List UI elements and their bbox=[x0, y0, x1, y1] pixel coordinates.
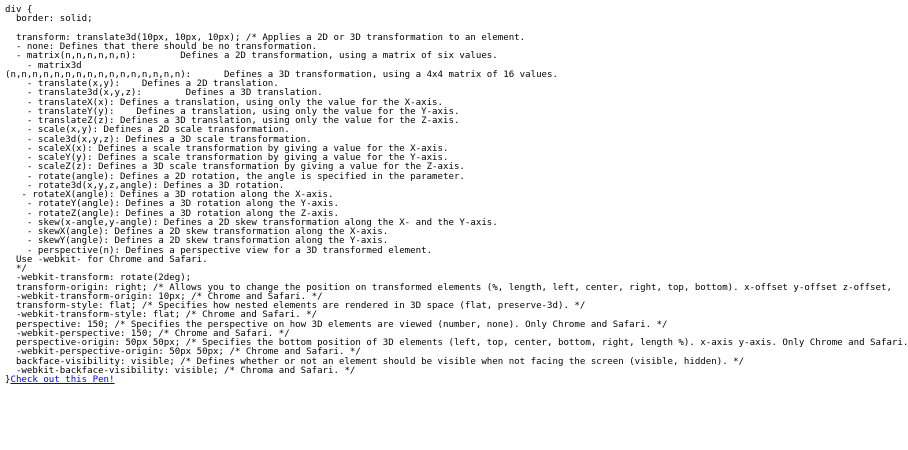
code-line: perspective: 150; /* Specifies the perspective on how 3D elements are viewed (number, none). Only Chrome and Safari. */ bbox=[5, 319, 668, 330]
code-line: - scaleX(x): Defines a scale transformation by giving a value for the X-axis. bbox=[5, 143, 449, 154]
code-line: - translateY(y): Defines a translation, using only the value for the Y-axis. bbox=[5, 106, 460, 117]
code-line: div { bbox=[5, 5, 33, 15]
code-line: -webkit-transform-origin: 10px; /* Chrome and Safari. */ bbox=[5, 291, 323, 302]
code-line: backface-visibility: visible; /* Defines whether or not an element should be visible when not facing the screen (visible, hidden). */ bbox=[5, 356, 745, 367]
code-line: - rotateZ(angle): Defines a 3D rotation along the Z-axis. bbox=[5, 208, 339, 219]
code-line: - translate(x,y): Defines a 2D translation. bbox=[5, 79, 279, 89]
code-line: - matrix(n,n,n,n,n,n): Defines a 2D transformation, using a matrix of six values. bbox=[5, 51, 498, 62]
code-line: - skewX(angle): Defines a 2D skew transformation along the X-axis. bbox=[5, 227, 389, 237]
code-line: - translateX(x): Defines a translation, using only the value for the X-axis. bbox=[5, 97, 443, 108]
code-line: - skew(x-angle,y-angle): Defines a 2D skew transformation along the X- and the Y-axis. bbox=[5, 217, 498, 228]
code-line: - rotateY(angle): Defines a 3D rotation along the Y-axis. bbox=[5, 199, 339, 210]
code-line: - rotate(angle): Defines a 2D rotation, the angle is specified in the parameter. bbox=[5, 171, 465, 182]
code-line: - matrix3d bbox=[5, 60, 82, 71]
code-line: */ bbox=[5, 264, 27, 274]
code-line: - scale(x,y): Defines a 2D scale transformation. bbox=[5, 125, 290, 136]
code-line: perspective-origin: 50px 50px; /* Specifies the bottom position of 3D elements (left, top, center, bottom, right, length %). x-axis y-axis. Only Chrome and Safari. bbox=[5, 338, 908, 348]
code-line: -webkit-perspective: 150; /* Chrome and Safari. */ bbox=[5, 328, 290, 339]
code-line: -webkit-backface-visibility: visible; /* Chroma and Safari. */ bbox=[5, 365, 356, 376]
code-line: (n,n,n,n,n,n,n,n,n,n,n,n,n,n,n,n): Defines a 3D transformation, using a 4x4 matrix of 16 values. bbox=[5, 69, 558, 80]
code-line: - perspective(n): Defines a perspective view for a 3D transformed element. bbox=[5, 245, 433, 256]
code-line: transform: translate3d(10px, 10px, 10px); /* Applies a 2D or 3D transformation to an element. bbox=[5, 32, 526, 43]
code-line: - scaleY(y): Defines a scale transformation by giving a value for the Y-axis. bbox=[5, 153, 449, 163]
code-line: - rotate3d(x,y,z,angle): Defines a 3D rotation. bbox=[5, 180, 285, 191]
code-line: - rotateX(angle): Defines a 3D rotation along the X-axis. bbox=[5, 190, 334, 200]
code-line: - scale3d(x,y,z): Defines a 3D scale transformation. bbox=[5, 134, 312, 145]
code-line: Use -webkit- for Chrome and Safari. bbox=[5, 254, 208, 265]
closing-brace: } bbox=[5, 375, 11, 385]
code-line: border: solid; bbox=[5, 14, 93, 25]
code-line: transform-style: flat; /* Specifies how nested elements are rendered in 3D space (flat, preserve-3d). */ bbox=[5, 301, 586, 311]
code-line: - translate3d(x,y,z): Defines a 3D translation. bbox=[5, 88, 323, 99]
code-line: transform-origin: right; /* Allows you to change the position on transformed elements (%, length, left, center, right, top, bottom). x-offset y-offset z-offset, bbox=[5, 282, 892, 293]
code-line: -webkit-transform-style: flat; /* Chrome and Safari. */ bbox=[5, 310, 318, 321]
check-out-pen-link[interactable]: Check out this Pen! bbox=[10, 375, 115, 385]
code-line: - skewY(angle): Defines a 2D skew transformation along the Y-axis. bbox=[5, 236, 389, 247]
code-line-closing bbox=[5, 376, 800, 385]
code-line: - none: Defines that there should be no transformation. bbox=[5, 42, 318, 52]
code-line: - translateZ(z): Defines a 3D translation, using only the value for the Z-axis. bbox=[5, 116, 460, 126]
code-line: -webkit-transform: rotate(2deg); bbox=[5, 273, 192, 284]
code-line: -webkit-perspective-origin: 50px 50px; /* Chrome and Safari. */ bbox=[5, 347, 361, 358]
css-code-listing bbox=[5, 5, 908, 385]
code-line: - scaleZ(z): Defines a 3D scale transformation by giving a value for the Z-axis. bbox=[5, 162, 465, 173]
